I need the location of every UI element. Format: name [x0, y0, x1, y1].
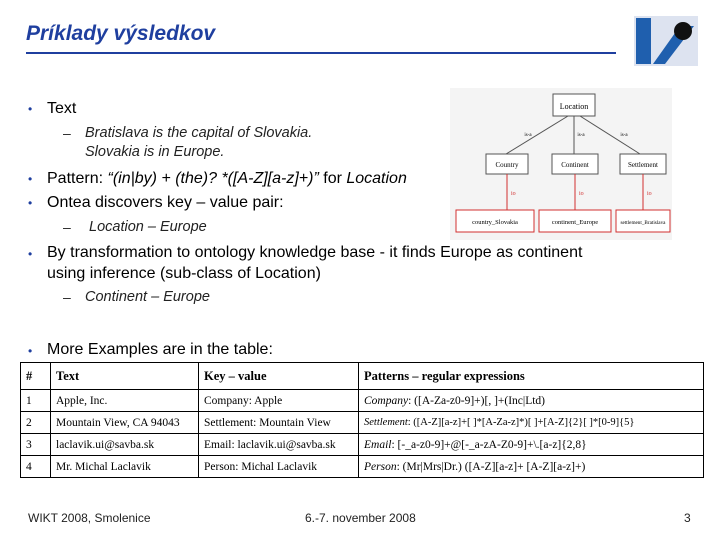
io-label: io	[579, 191, 584, 197]
isa-label: is-a	[524, 133, 532, 138]
bullet-text: Text	[47, 100, 77, 117]
row-key-value: Person: Michal Laclavik	[199, 456, 359, 478]
footer-event: WIKT 2008, Smolenice	[28, 511, 151, 525]
bullet-marker: •	[28, 247, 33, 261]
table-row	[21, 390, 704, 412]
instance-slovakia-label: country_Slovakia	[472, 219, 518, 226]
class-settlement-label: Settlement	[628, 161, 658, 169]
pattern-expression: “(in|by) + (the)? *([A-Z][a-z]+)”	[107, 170, 319, 187]
row-number: 4	[21, 456, 51, 478]
row-pattern	[359, 412, 704, 434]
subbullet-capital-sentence: Bratislava is the capital of Slovakia.	[85, 125, 313, 141]
io-label: io	[511, 191, 516, 197]
io-label: io	[647, 191, 652, 197]
row-text: laclavik.ui@savba.sk	[51, 434, 199, 456]
isa-label: is-a	[620, 133, 628, 138]
pattern-regex: : ([A-Za-z0-9]+)[, ]+(Inc|Ltd)	[408, 394, 546, 407]
bullet-marker: •	[28, 196, 33, 210]
class-location-label: Location	[559, 102, 589, 111]
bullet-pattern	[47, 169, 407, 188]
subbullet-europe-sentence: Slovakia is in Europe.	[85, 144, 225, 160]
dash-marker: –	[63, 125, 71, 141]
row-number: 1	[21, 390, 51, 412]
header-patterns: Patterns – regular expressions	[359, 363, 704, 390]
table-row	[21, 456, 704, 478]
pattern-class: Location	[346, 170, 407, 187]
institute-logo	[630, 12, 702, 74]
table-row	[21, 412, 704, 434]
logo-bar	[636, 18, 651, 64]
page-number: 3	[684, 511, 691, 525]
footer-date: 6.-7. november 2008	[305, 511, 416, 525]
ontology-diagram	[450, 88, 672, 240]
row-pattern	[359, 434, 704, 456]
class-continent-label: Continent	[561, 161, 589, 169]
row-pattern	[359, 390, 704, 412]
subbullet-location-europe: Location – Europe	[89, 219, 207, 235]
row-text: Apple, Inc.	[51, 390, 199, 412]
row-key-value: Email: laclavik.ui@savba.sk	[199, 434, 359, 456]
table-header-row	[21, 363, 704, 390]
bullet-marker: •	[28, 344, 33, 358]
examples-table	[20, 362, 704, 478]
row-number: 2	[21, 412, 51, 434]
row-key-value: Settlement: Mountain View	[199, 412, 359, 434]
row-number: 3	[21, 434, 51, 456]
pattern-label: Email	[364, 438, 392, 451]
row-key-value: Company: Apple	[199, 390, 359, 412]
class-country-label: Country	[495, 161, 519, 169]
pattern-label: Settlement	[364, 417, 408, 428]
row-text: Mr. Michal Laclavik	[51, 456, 199, 478]
bullet-marker: •	[28, 172, 33, 186]
header-key-value: Key – value	[199, 363, 359, 390]
slide-title: Príklady výsledkov	[26, 22, 216, 45]
bullet-more-examples: More Examples are in the table:	[47, 341, 273, 358]
bullet-ontea: Ontea discovers key – value pair:	[47, 194, 284, 211]
row-text: Mountain View, CA 94043	[51, 412, 199, 434]
dash-marker: –	[63, 289, 71, 305]
instance-bratislava-label: settlement_Bratislava	[620, 220, 666, 226]
pattern-label: Person	[364, 460, 397, 473]
header-text: Text	[51, 363, 199, 390]
bullet-transformation-line2: using inference (sub-class of Location)	[47, 265, 321, 282]
logo-dot	[674, 22, 692, 40]
pattern-regex: : ([A-Z][a-z]+[ ]*[A-Za-z]*)[ ]+[A-Z]{2}[ ]*[0-9]{5}	[407, 417, 635, 428]
pattern-prefix: Pattern:	[47, 170, 108, 187]
bullet-transformation-line1: By transformation to ontology knowledge base - it finds Europe as continent	[47, 244, 583, 261]
isa-label: is-a	[577, 133, 585, 138]
dash-marker: –	[63, 219, 71, 235]
pattern-regex: : (Mr|Mrs|Dr.) ([A-Z][a-z]+ [A-Z][a-z]+)	[396, 460, 586, 473]
instance-europe-label: continent_Europe	[551, 219, 599, 226]
pattern-for: for	[318, 170, 347, 187]
header-number: #	[21, 363, 51, 390]
subbullet-continent-europe: Continent – Europe	[85, 289, 210, 305]
row-pattern	[359, 456, 704, 478]
pattern-regex: : [-_a-z0-9]+@[-_a-zA-Z0-9]+\.[a-z]{2,8}	[391, 438, 587, 451]
bullet-marker: •	[28, 102, 33, 116]
pattern-label: Company	[364, 394, 409, 407]
table-row	[21, 434, 704, 456]
title-underline	[26, 52, 616, 54]
